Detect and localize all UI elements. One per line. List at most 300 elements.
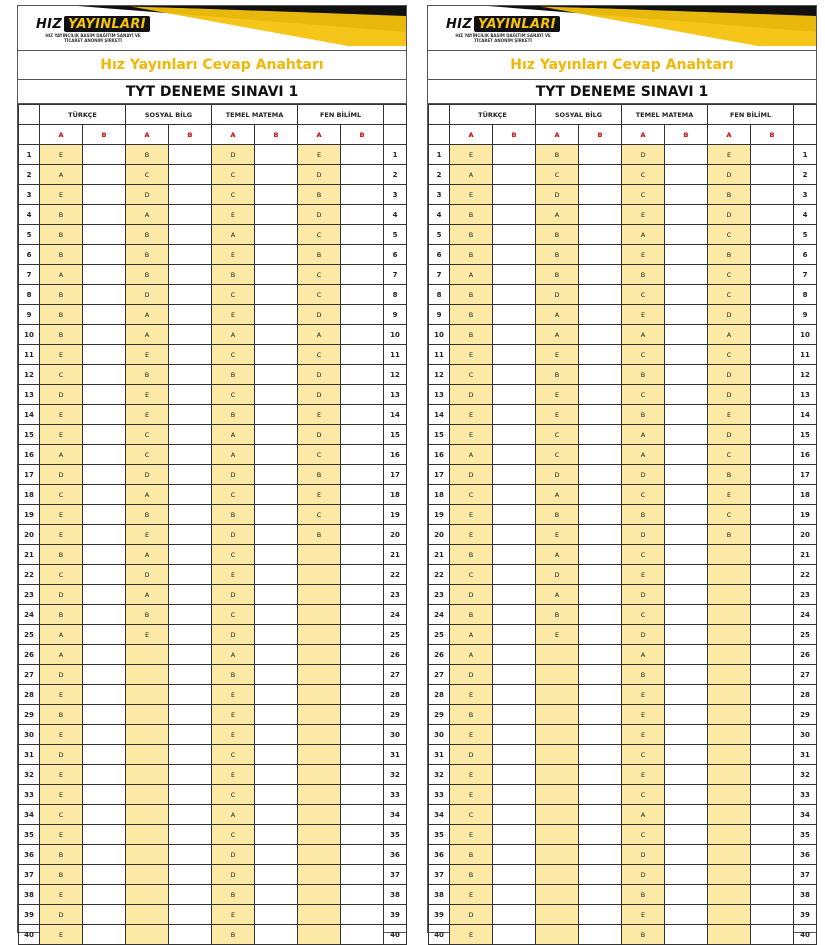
booklet-b-cell: [83, 745, 126, 765]
table-row: [429, 845, 817, 865]
booklet-b-cell: [169, 425, 212, 445]
answer-cell-sosyal: [536, 765, 579, 785]
answer-cell-fen: [708, 625, 751, 645]
table-row: [429, 405, 817, 425]
answer-cell-turkce: B: [450, 205, 493, 225]
answer-cell-turkce: E: [450, 925, 493, 945]
booklet-b-cell: [341, 385, 384, 405]
table-row: [19, 845, 407, 865]
question-number: 35: [384, 825, 407, 845]
question-number: 40: [19, 925, 40, 945]
answer-cell-turkce: E: [450, 725, 493, 745]
question-number: 25: [384, 625, 407, 645]
brand-logo: [36, 16, 150, 32]
question-number: 6: [429, 245, 450, 265]
table-row: [19, 665, 407, 685]
question-number: 39: [429, 905, 450, 925]
booklet-b-cell: [493, 405, 536, 425]
table-row: [429, 825, 817, 845]
answer-cell-matematik: B: [212, 925, 255, 945]
question-number: 4: [794, 205, 817, 225]
booklet-b-cell: [83, 565, 126, 585]
booklet-b-cell: [579, 465, 622, 485]
answer-cell-fen: [298, 905, 341, 925]
booklet-b-cell: [83, 665, 126, 685]
answer-cell-turkce: A: [40, 445, 83, 465]
question-number: 27: [19, 665, 40, 685]
booklet-b-cell: [493, 885, 536, 905]
booklet-b-cell: [579, 705, 622, 725]
answer-cell-sosyal: A: [126, 485, 169, 505]
answer-cell-turkce: C: [40, 565, 83, 585]
table-row: [429, 345, 817, 365]
answer-cell-turkce: D: [40, 465, 83, 485]
booklet-b-cell: [169, 805, 212, 825]
question-number: 25: [794, 625, 817, 645]
booklet-b-cell: [493, 565, 536, 585]
booklet-b-cell: [665, 765, 708, 785]
answer-cell-matematik: D: [212, 845, 255, 865]
answer-cell-turkce: D: [40, 745, 83, 765]
answer-cell-matematik: D: [622, 845, 665, 865]
question-number: 27: [384, 665, 407, 685]
table-row: [429, 545, 817, 565]
answer-cell-fen: C: [298, 285, 341, 305]
answer-cell-turkce: B: [450, 545, 493, 565]
answer-cell-matematik: E: [212, 765, 255, 785]
booklet-b-cell: [493, 765, 536, 785]
booklet-b-cell: [493, 745, 536, 765]
answer-cell-turkce: B: [450, 705, 493, 725]
answer-cell-turkce: D: [450, 665, 493, 685]
answer-cell-turkce: B: [40, 225, 83, 245]
answer-cell-sosyal: E: [126, 345, 169, 365]
table-row: [19, 405, 407, 425]
answer-cell-fen: [298, 925, 341, 945]
question-number: 14: [429, 405, 450, 425]
answer-cell-matematik: A: [622, 325, 665, 345]
question-number: 16: [794, 445, 817, 465]
booklet-b-label: B: [665, 125, 708, 145]
answer-key-title: Hız Yayınları Cevap Anahtarı: [18, 50, 406, 80]
table-row: [19, 165, 407, 185]
booklet-b-cell: [255, 905, 298, 925]
answer-cell-fen: [708, 585, 751, 605]
booklet-b-cell: [169, 385, 212, 405]
answer-cell-sosyal: D: [126, 185, 169, 205]
booklet-b-cell: [751, 225, 794, 245]
answer-cell-matematik: B: [212, 405, 255, 425]
question-number: 39: [19, 905, 40, 925]
booklet-b-cell: [83, 505, 126, 525]
question-number: 33: [794, 785, 817, 805]
answer-cell-sosyal: B: [126, 245, 169, 265]
answer-cell-fen: E: [708, 405, 751, 425]
table-row: [19, 605, 407, 625]
answer-cell-turkce: A: [40, 625, 83, 645]
question-number: 38: [384, 885, 407, 905]
answer-cell-sosyal: C: [536, 445, 579, 465]
booklet-b-cell: [579, 385, 622, 405]
question-number: 27: [429, 665, 450, 685]
table-row: [429, 385, 817, 405]
answer-cell-matematik: C: [622, 285, 665, 305]
booklet-b-cell: [341, 665, 384, 685]
question-number: 13: [384, 385, 407, 405]
question-number: 4: [429, 205, 450, 225]
corner-cell: [384, 125, 407, 145]
answer-cell-sosyal: A: [536, 205, 579, 225]
question-number: 33: [19, 785, 40, 805]
booklet-b-cell: [255, 765, 298, 785]
booklet-b-cell: [493, 665, 536, 685]
answer-cell-turkce: E: [40, 145, 83, 165]
answer-cell-matematik: C: [212, 165, 255, 185]
answer-cell-fen: C: [298, 265, 341, 285]
booklet-b-cell: [83, 805, 126, 825]
question-number: 20: [794, 525, 817, 545]
answer-cell-sosyal: [126, 665, 169, 685]
booklet-b-cell: [665, 745, 708, 765]
table-row: [19, 245, 407, 265]
booklet-b-cell: [83, 685, 126, 705]
table-row: [19, 805, 407, 825]
question-number: 19: [384, 505, 407, 525]
exam-title: TYT DENEME SINAVI 1: [428, 80, 816, 104]
answer-cell-matematik: C: [622, 385, 665, 405]
booklet-b-cell: [493, 685, 536, 705]
answer-cell-fen: A: [298, 325, 341, 345]
question-number: 5: [429, 225, 450, 245]
answer-key-title: Hız Yayınları Cevap Anahtarı: [428, 50, 816, 80]
question-number: 18: [384, 485, 407, 505]
booklet-b-cell: [579, 485, 622, 505]
question-number: 6: [794, 245, 817, 265]
answer-cell-fen: E: [298, 145, 341, 165]
question-number: 4: [19, 205, 40, 225]
answer-cell-matematik: D: [622, 525, 665, 545]
answer-cell-fen: [708, 805, 751, 825]
question-number: 40: [429, 925, 450, 945]
booklet-b-cell: [751, 385, 794, 405]
booklet-b-cell: [579, 585, 622, 605]
table-row: [429, 565, 817, 585]
answer-cell-matematik: B: [622, 365, 665, 385]
booklet-b-cell: [665, 665, 708, 685]
booklet-b-cell: [665, 725, 708, 745]
booklet-a-label: A: [708, 125, 751, 145]
answer-cell-fen: E: [298, 405, 341, 425]
booklet-b-cell: [665, 465, 708, 485]
booklet-b-cell: [665, 325, 708, 345]
booklet-a-label: A: [622, 125, 665, 145]
answer-cell-turkce: B: [450, 285, 493, 305]
answer-cell-sosyal: [536, 845, 579, 865]
table-row: [19, 705, 407, 725]
answer-cell-turkce: E: [450, 505, 493, 525]
question-number: 15: [19, 425, 40, 445]
answer-cell-turkce: E: [40, 185, 83, 205]
booklet-b-cell: [169, 505, 212, 525]
table-row: [429, 425, 817, 445]
question-number: 9: [384, 305, 407, 325]
question-number: 34: [794, 805, 817, 825]
booklet-b-cell: [579, 785, 622, 805]
answer-cell-matematik: B: [622, 925, 665, 945]
question-number: 29: [384, 705, 407, 725]
question-number: 19: [19, 505, 40, 525]
answer-cell-fen: [298, 885, 341, 905]
question-number: 7: [384, 265, 407, 285]
booklet-b-cell: [665, 925, 708, 945]
booklet-b-cell: [83, 465, 126, 485]
booklet-b-cell: [341, 625, 384, 645]
answer-cell-matematik: C: [212, 385, 255, 405]
booklet-b-cell: [751, 645, 794, 665]
booklet-b-cell: [83, 385, 126, 405]
booklet-b-cell: [83, 265, 126, 285]
booklet-b-cell: [751, 745, 794, 765]
booklet-b-cell: [169, 325, 212, 345]
logo-main: HIZ: [446, 16, 473, 32]
table-row: [429, 605, 817, 625]
answer-cell-sosyal: B: [536, 365, 579, 385]
answer-cell-fen: [708, 765, 751, 785]
answer-cell-turkce: B: [450, 305, 493, 325]
question-number: 7: [794, 265, 817, 285]
question-number: 18: [794, 485, 817, 505]
question-number: 11: [384, 345, 407, 365]
booklet-a-label: A: [298, 125, 341, 145]
answer-cell-fen: D: [708, 365, 751, 385]
question-number: 27: [794, 665, 817, 685]
answer-cell-turkce: A: [40, 265, 83, 285]
question-number: 14: [19, 405, 40, 425]
booklet-b-cell: [83, 525, 126, 545]
table-row: [429, 665, 817, 685]
table-row: [429, 645, 817, 665]
table-row: [429, 745, 817, 765]
question-number: 2: [19, 165, 40, 185]
answer-cell-sosyal: E: [536, 345, 579, 365]
answer-cell-turkce: E: [450, 685, 493, 705]
question-number: 30: [429, 725, 450, 745]
answer-cell-matematik: C: [212, 745, 255, 765]
answer-cell-matematik: A: [622, 425, 665, 445]
question-number: 36: [384, 845, 407, 865]
booklet-b-cell: [751, 805, 794, 825]
booklet-b-cell: [83, 645, 126, 665]
question-number: 33: [384, 785, 407, 805]
answer-cell-sosyal: [536, 745, 579, 765]
answer-cell-matematik: E: [622, 725, 665, 745]
booklet-b-cell: [751, 245, 794, 265]
question-number: 3: [794, 185, 817, 205]
question-number: 3: [384, 185, 407, 205]
question-number: 29: [794, 705, 817, 725]
answer-cell-matematik: B: [212, 885, 255, 905]
booklet-b-cell: [751, 525, 794, 545]
question-number: 23: [384, 585, 407, 605]
booklet-b-cell: [255, 665, 298, 685]
question-number: 35: [794, 825, 817, 845]
answer-cell-turkce: A: [450, 645, 493, 665]
booklet-b-cell: [493, 545, 536, 565]
question-number: 21: [429, 545, 450, 565]
answer-cell-sosyal: E: [126, 385, 169, 405]
table-row: [429, 205, 817, 225]
booklet-b-cell: [255, 185, 298, 205]
booklet-b-cell: [255, 145, 298, 165]
table-row: [19, 185, 407, 205]
subject-header: FEN BİLİML: [298, 105, 384, 125]
booklet-b-cell: [493, 845, 536, 865]
question-number: 5: [794, 225, 817, 245]
question-number: 5: [19, 225, 40, 245]
table-row: [429, 685, 817, 705]
booklet-b-cell: [341, 365, 384, 385]
booklet-b-cell: [341, 245, 384, 265]
question-number: 14: [384, 405, 407, 425]
answer-cell-fen: D: [708, 205, 751, 225]
booklet-b-cell: [169, 925, 212, 945]
booklet-b-cell: [169, 565, 212, 585]
booklet-b-cell: [169, 445, 212, 465]
booklet-b-cell: [579, 545, 622, 565]
answer-cell-fen: [298, 565, 341, 585]
booklet-b-cell: [665, 685, 708, 705]
booklet-b-cell: [169, 785, 212, 805]
booklet-b-cell: [255, 385, 298, 405]
booklet-b-cell: [751, 905, 794, 925]
answer-cell-turkce: C: [450, 565, 493, 585]
question-number: 8: [19, 285, 40, 305]
booklet-b-cell: [169, 185, 212, 205]
question-number: 26: [384, 645, 407, 665]
table-row: [429, 525, 817, 545]
booklet-b-cell: [83, 325, 126, 345]
answer-sheet-left: [17, 5, 407, 939]
answer-cell-matematik: A: [212, 645, 255, 665]
booklet-b-cell: [493, 205, 536, 225]
table-row: [19, 865, 407, 885]
answer-cell-fen: [298, 605, 341, 625]
answer-cell-sosyal: B: [536, 225, 579, 245]
answer-cell-sosyal: [126, 905, 169, 925]
answer-cell-fen: A: [708, 325, 751, 345]
table-row: [429, 865, 817, 885]
answer-cell-sosyal: [536, 785, 579, 805]
booklet-b-cell: [579, 885, 622, 905]
answer-cell-matematik: E: [622, 705, 665, 725]
question-number: 10: [384, 325, 407, 345]
answer-cell-fen: [298, 745, 341, 765]
question-number: 14: [794, 405, 817, 425]
answer-cell-turkce: E: [40, 825, 83, 845]
question-number: 10: [794, 325, 817, 345]
booklet-b-cell: [255, 265, 298, 285]
answer-cell-fen: [708, 685, 751, 705]
question-number: 37: [794, 865, 817, 885]
booklet-b-cell: [255, 325, 298, 345]
answer-cell-matematik: C: [212, 485, 255, 505]
question-number: 39: [794, 905, 817, 925]
question-number: 8: [429, 285, 450, 305]
question-number: 17: [19, 465, 40, 485]
header-band: [428, 6, 816, 50]
table-row: [19, 205, 407, 225]
answer-cell-turkce: B: [40, 705, 83, 725]
table-row: [429, 165, 817, 185]
table-row: [19, 285, 407, 305]
booklet-b-cell: [341, 405, 384, 425]
booklet-b-cell: [169, 585, 212, 605]
question-number: 30: [794, 725, 817, 745]
booklet-b-cell: [665, 605, 708, 625]
question-number: 21: [19, 545, 40, 565]
booklet-b-cell: [579, 445, 622, 465]
answer-cell-fen: D: [298, 365, 341, 385]
table-row: [19, 485, 407, 505]
booklet-b-cell: [341, 325, 384, 345]
booklet-b-cell: [255, 785, 298, 805]
question-number: 24: [794, 605, 817, 625]
booklet-b-cell: [665, 525, 708, 545]
question-number: 3: [19, 185, 40, 205]
question-number: 4: [384, 205, 407, 225]
booklet-b-cell: [341, 685, 384, 705]
answer-cell-turkce: D: [450, 745, 493, 765]
answer-cell-fen: [708, 745, 751, 765]
booklet-b-cell: [341, 865, 384, 885]
answer-cell-sosyal: D: [536, 465, 579, 485]
answer-cell-fen: C: [298, 225, 341, 245]
question-number: 19: [794, 505, 817, 525]
question-number: 38: [19, 885, 40, 905]
answer-cell-matematik: A: [622, 645, 665, 665]
booklet-b-cell: [665, 265, 708, 285]
question-number: 32: [794, 765, 817, 785]
question-number: 16: [384, 445, 407, 465]
question-number: 20: [429, 525, 450, 545]
booklet-b-cell: [493, 245, 536, 265]
answer-cell-matematik: E: [212, 685, 255, 705]
answer-cell-sosyal: [536, 925, 579, 945]
answer-cell-sosyal: [126, 805, 169, 825]
table-row: [429, 765, 817, 785]
question-number: 15: [794, 425, 817, 445]
answer-cell-matematik: C: [212, 605, 255, 625]
booklet-b-cell: [83, 425, 126, 445]
answer-cell-sosyal: D: [536, 565, 579, 585]
booklet-b-cell: [341, 205, 384, 225]
answer-cell-sosyal: [536, 905, 579, 925]
question-number: 25: [429, 625, 450, 645]
booklet-b-cell: [341, 565, 384, 585]
answer-cell-turkce: B: [40, 205, 83, 225]
booklet-b-cell: [341, 645, 384, 665]
booklet-b-cell: [341, 825, 384, 845]
booklet-b-cell: [665, 565, 708, 585]
question-number: 13: [19, 385, 40, 405]
answer-cell-sosyal: A: [126, 545, 169, 565]
answer-cell-turkce: D: [450, 385, 493, 405]
corner-cell: [19, 105, 40, 125]
table-row: [429, 185, 817, 205]
booklet-b-cell: [751, 445, 794, 465]
table-row: [19, 745, 407, 765]
answer-cell-sosyal: A: [536, 485, 579, 505]
